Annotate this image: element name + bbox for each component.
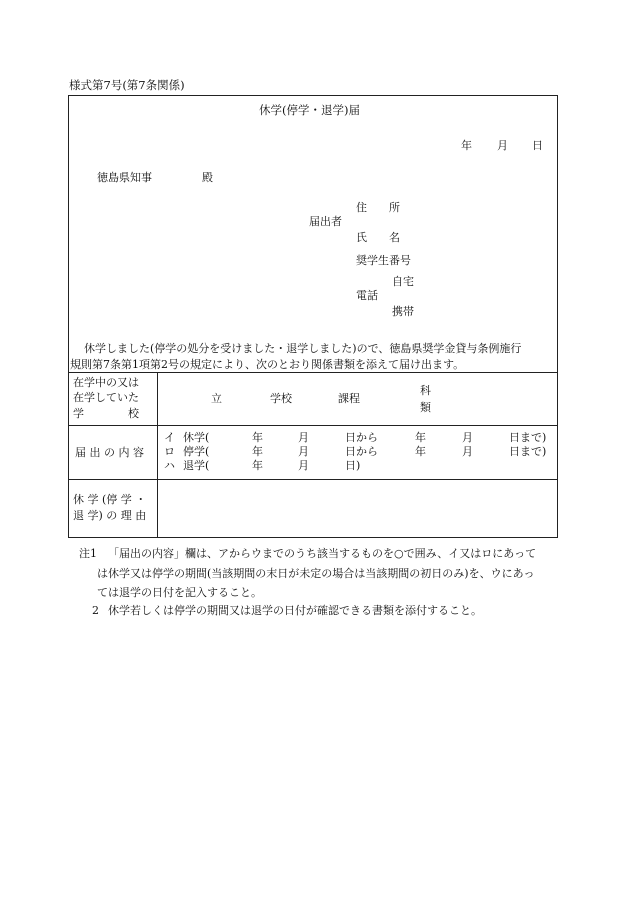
withdraw-day: 日)	[345, 459, 361, 472]
statement-line-2: 規則第7条第1項第2号の規定により、次のとおり関係書類を添えて届け出ます。	[70, 358, 465, 371]
name-label: 氏 名	[356, 231, 400, 244]
mark-ha: ハ	[164, 459, 175, 472]
mark-ro: ロ	[164, 445, 175, 458]
school-category: 類	[420, 401, 431, 414]
note-1-line-3: ては退学の日付を記入すること。	[97, 586, 262, 599]
withdraw-year: 年	[252, 459, 263, 472]
table-top-rule	[68, 372, 558, 373]
date-year: 年	[461, 139, 472, 152]
phone-home-label: 自宅	[392, 275, 414, 288]
kind-leave: 休学(	[183, 431, 210, 444]
table-label-divider	[157, 372, 158, 538]
address-label: 住 所	[356, 201, 400, 214]
school-label-line-3: 学 校	[73, 407, 139, 420]
form-number: 様式第7号(第7条関係)	[69, 78, 185, 92]
until-month: 月	[462, 445, 473, 458]
from-month: 月	[298, 445, 309, 458]
phone-label: 電話	[356, 289, 378, 302]
phone-mobile-label: 携帯	[392, 305, 414, 318]
from-day: 日から	[345, 445, 378, 458]
until-month: 月	[462, 431, 473, 444]
school-label-line-1: 在学中の又は	[73, 376, 139, 389]
until-year: 年	[415, 431, 426, 444]
until-year: 年	[415, 445, 426, 458]
note-1-line-1: 「届出の内容」欄は、アからウまでのうち該当するものを○で囲み、イ又はロにあって	[108, 547, 537, 560]
mark-i: イ	[164, 431, 175, 444]
from-month: 月	[298, 431, 309, 444]
withdraw-month: 月	[298, 459, 309, 472]
note-2-label: 2	[92, 604, 99, 617]
until-day: 日まで)	[509, 445, 547, 458]
reason-label-line-2: 退 学) の 理 由	[73, 509, 147, 522]
note-1-line-2: は休学又は停学の期間(当該期間の末日が未定の場合は当該期間の初日のみ)を、ウにあっ	[97, 567, 535, 580]
statement-line-1: 休学しました(停学の処分を受けました・退学しました)ので、徳島県奨学金貸与条例施行	[84, 342, 522, 355]
school-public-type: 立	[211, 392, 222, 405]
date-day: 日	[532, 139, 543, 152]
content-label: 届 出 の 内 容	[75, 446, 144, 459]
notifier-label: 届出者	[309, 215, 342, 228]
note-2-line-1: 休学若しくは停学の期間又は退学の日付が確認できる書類を添付すること。	[108, 604, 482, 617]
school-course: 課程	[338, 392, 360, 405]
from-year: 年	[252, 445, 263, 458]
form-title: 休学(停学・退学)届	[259, 103, 360, 117]
school-label-line-2: 在学していた	[73, 391, 139, 404]
note-1-label: 注1	[79, 547, 97, 560]
school-school: 学校	[270, 392, 292, 405]
kind-withdrawal: 退学(	[183, 459, 210, 472]
reason-label-line-1: 休 学 (停 学 ・	[73, 493, 147, 506]
scholarship-number-label: 奨学生番号	[356, 254, 411, 267]
school-department: 科	[420, 384, 431, 397]
date-month: 月	[497, 139, 508, 152]
from-year: 年	[252, 431, 263, 444]
addressee-honorific: 殿	[202, 171, 213, 184]
kind-suspension: 停学(	[183, 445, 210, 458]
table-row-rule-2	[68, 479, 558, 480]
addressee-name: 徳島県知事	[97, 171, 152, 184]
until-day: 日まで)	[509, 431, 547, 444]
from-day: 日から	[345, 431, 378, 444]
reason-entry-area[interactable]	[160, 481, 556, 536]
form-frame	[68, 95, 558, 538]
table-row-rule-1	[68, 425, 558, 426]
